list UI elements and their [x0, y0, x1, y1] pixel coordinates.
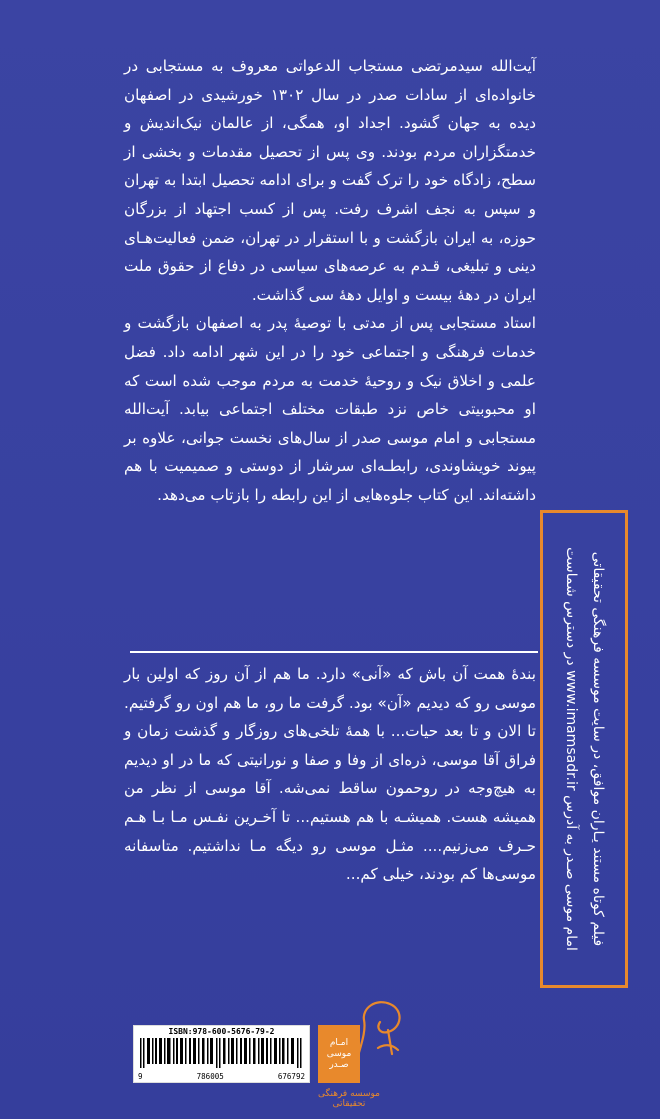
barcode-bars: [140, 1038, 303, 1068]
isbn-label: ISBN:978-600-5676-79-2: [168, 1027, 275, 1036]
barcode-digit-first: 9: [138, 1072, 143, 1081]
film-info-box: [540, 510, 628, 988]
film-info-line-2: امام موسی صـدر به آدرس www.imamsadr.ir در دسترس شماست: [563, 547, 579, 951]
quote-text: [124, 660, 536, 889]
barcode-digits: [138, 1072, 305, 1081]
barcode: [133, 1025, 310, 1083]
publisher-logo-line-1: امـام: [329, 1037, 349, 1048]
publisher-caption: موسسه فرهنگی تحقیقاتی: [318, 1089, 380, 1109]
film-info-line-1: فیلم کوتاه مستند یـاران موافق، در سایت موسسه فرهنگی تحقیقاتی: [590, 551, 606, 947]
section-divider: [130, 651, 538, 653]
biography-text: [124, 52, 536, 510]
biography-paragraph-2: استاد مستجابی پس از مدتی با توصیۀ پدر به اصفهان بازگشت و خدمات فرهنگی و اجتماعی خود را در این شهر ادامه داد. فضل علمی و اخلاق نیک و روحیۀ خدمت به مردم موجب شده است که او محبوبیتی خاص نزد طبقات مختلف اجتماعی بیابد. آیت‌الله مستجابی و امام موسی صدر از سال‌های نخست جوانی، علاوه بر پیوند خویشاوندی، رابطـه‌ای سرشار از دوستی و صمیمیت با هم داشته‌اند. این کتاب جلوه‌هایی از این رابطه را بازتاب می‌دهد.: [124, 314, 536, 504]
biography-paragraph-1: آیت‌الله سیدمرتضی مستجاب الدعواتی معروف به مستجابی در خانواده‌ای از سادات صدر در سال ۱۳۰۲ خورشیدی در اصفهان دیده به جهان گشود. اجداد او، همگی، از عالمان نیک‌اندیش و خدمتگزاران مردم بودند. وی پس از تحصیل مقدمات و بخشی از سطح، زادگاه خود را ترک گفت و برای ادامه تحصیل ابتدا به تهران و سپس به نجف اشرف رفت. پس از کسب اجتهاد از بزرگان حوزه، به ایران بازگشت و با استقرار در تهران، ضمن فعالیت‌هـای دینی و تبلیغی، قـدم به عرصه‌های سیاسی در دفاع از حقوق ملت ایران در دهۀ بیست و اوایل دهۀ سی گذاشت.: [124, 57, 536, 304]
film-info-text: [557, 517, 611, 981]
barcode-digits-right: 676792: [277, 1072, 305, 1081]
quote-paragraph: بندۀ همت آن باش که «آنی» دارد. ما هم از آن روز که اولین بار موسی رو که دیدیم «آن» بود. گرفت ما رو، ما هم اون رو گرفتیم. تا الان و تا بعد حیات... با همۀ تلخی‌های روزگار و گذشت زمان و فراق آقا موسی، ذره‌ای از وفا و صفا و نورانیتی که ما در او دیدیم به هیچ‌وجه در روحمون ساقط نمی‌شه. آقا موسی از نظر من همیشه هست. همیشـه با هم هستیم... تا آخـرین نفـس مـا بـا هـم حـرف می‌زنیم.... مثـل موسی رو دیگه مـا نداشتیم. متاسفانه موسی‌ها کم بودند، خیلی کم...: [124, 665, 536, 884]
publisher-logo-line-2: موسی: [326, 1048, 352, 1059]
publisher-logo-line-3: صـدر: [329, 1059, 349, 1070]
publisher-logo: [318, 1025, 360, 1083]
barcode-digits-left: 786005: [196, 1072, 224, 1081]
